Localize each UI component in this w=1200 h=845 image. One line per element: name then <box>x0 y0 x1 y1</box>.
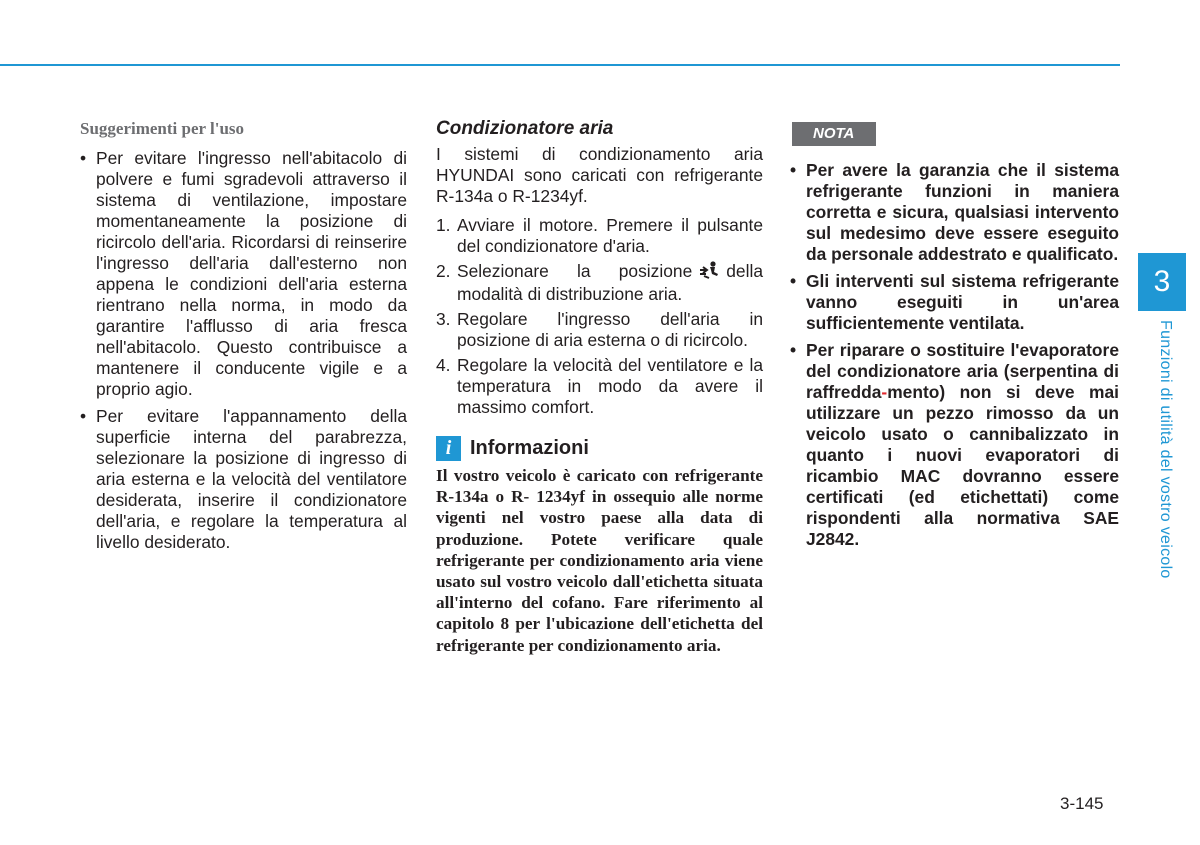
column-middle <box>436 118 763 656</box>
intro-paragraph: I sistemi di condizionamento aria HYUNDAI sono caricati con refrigerante R-134a o R-1234yf. <box>436 144 763 206</box>
list-item: • Gli interventi sul sistema refrigerante vanno eseguiti in un'area sufficientemente ventilata. <box>790 271 1119 333</box>
nota-badge: NOTA <box>792 122 876 146</box>
header-rule <box>0 64 1120 66</box>
nota-list <box>790 160 1119 550</box>
step-item: 2. Selezionare la posizione della modalità di distribuzione aria. <box>436 261 763 304</box>
info-title: Informazioni <box>470 437 589 459</box>
step-item: 4. Regolare la velocità del ventilatore e la temperatura in modo da avere il massimo comfort. <box>436 355 763 417</box>
info-paragraph: Il vostro veicolo è caricato con refrigerante R-134a o R- 1234yf in ossequio alle norme vigenti nel vostro paese alla data di produzione. Potete verificare quale refrigerante per condizionamento aria viene usato sul vostro veicolo dall'etichetta situata all'interno del cofano. Fare riferimento al capitolo 8 per l'ubicazione dell'etichetta del refrigerante per condizionamento aria. <box>436 466 763 655</box>
step-item: 3. Regolare l'ingresso dell'aria in posizione di aria esterna o di ricircolo. <box>436 309 763 350</box>
list-item: • Per riparare o sostituire l'evaporatore del condizionatore aria (serpentina di raffredda-mento) non si deve mai utilizzare un pezzo rimosso da un veicolo usato o cannibalizzato in quanto i nuovi evaporatori di ricambio MAC dovranno essere certificati (ed etichettati) come rispondenti alla normativa SAE J2842. <box>790 340 1119 549</box>
column-left <box>80 118 407 559</box>
subheading-tips: Suggerimenti per l'uso <box>80 119 245 138</box>
steps-list <box>436 215 763 418</box>
tips-list <box>80 148 407 553</box>
floor-vent-mode-icon <box>698 261 722 284</box>
info-header <box>436 436 763 461</box>
list-item: • Per evitare l'appannamento della superficie interna del parabrezza, selezionare la posizione di ingresso di aria esterna e la velocità del ventilatore desiderata, inserire il condizionatore dell'aria, e regolare la temperatura al livello desiderato. <box>80 406 407 552</box>
chapter-tab: 3 <box>1138 253 1186 311</box>
section-title: Condizionatore aria <box>436 118 614 139</box>
list-item: • Per avere la garanzia che il sistema refrigerante funzioni in maniera corretta e sicura, qualsiasi intervento sul medesimo deve essere eseguito da personale addestrato e qualificato. <box>790 160 1119 264</box>
list-item: • Per evitare l'ingresso nell'abitacolo di polvere e fumi sgradevoli attraverso il sistema di ventilazione, impostare momentaneamente la posizione di ricircolo dell'aria. Ricordarsi di reinserire l'ingresso dell'aria dall'esterno non appena le condizioni dell'aria esterna rientrano nella norma, in modo da garantire l'afflusso di aria fresca nell'abitacolo. Questo contribuisce a mantenere il conducente vigile e a proprio agio. <box>80 148 407 399</box>
info-icon: i <box>436 436 461 461</box>
chapter-title: Funzioni di utilità del vostro veicolo <box>1157 320 1174 579</box>
step-item: 1. Avviare il motore. Premere il pulsante del condizionatore d'aria. <box>436 215 763 256</box>
column-right <box>790 118 1119 556</box>
page-number: 3-145 <box>1060 794 1104 813</box>
